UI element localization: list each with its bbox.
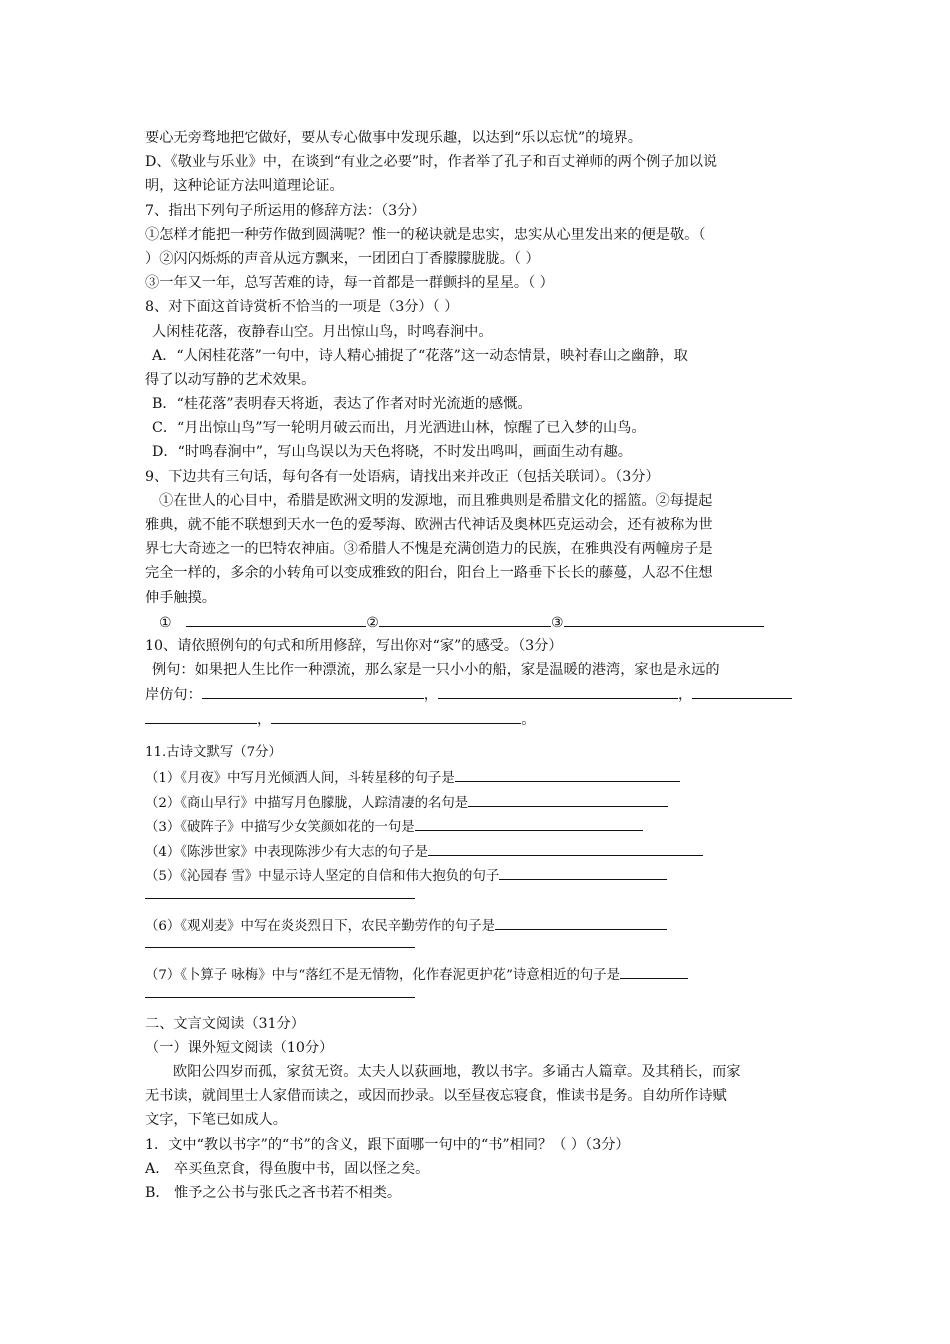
paragraph-line: 完全一样的，多余的小转角可以变成雅致的阳台，阳台上一路垂下长长的藤蔓，人忍不住想 [145, 565, 713, 582]
recite-prompt: （7）《卜算子 咏梅》中与“落红不是无情物，化作春泥更护花”诗意相近的句子是 [145, 968, 621, 984]
option-a: A．“人闲桂花落”一句中，诗人精心捕捉了“花落”这一动态情景，映衬春山之幽静，取 [152, 347, 688, 364]
comma: ， [257, 711, 272, 728]
section-2-heading: 二、文言文阅读（31分） [145, 1015, 305, 1032]
answer-blank[interactable] [620, 962, 688, 979]
classical-question-1: 1．文中“教以书字”的“书”的含义，跟下面哪一句中的“书”相同？（ ）（3分） [145, 1136, 630, 1153]
answer-blank-1[interactable] [186, 610, 366, 627]
answer-blank[interactable] [455, 765, 680, 782]
passage-line: 无书读，就闾里士人家借而读之，或因而抄录。以至昼夜忘寝食，惟读书是务。自幼所作诗赋 [145, 1088, 727, 1105]
period: 。 [521, 711, 536, 728]
recite-item [145, 814, 807, 839]
option-b: B．“桂花落”表明春天将逝，表达了作者对时光流逝的感慨。 [152, 396, 532, 413]
paragraph-line: 雅典，就不能不联想到天水一色的爱琴海、欧洲古代神话及奥林匹克运动会，还有被称为世 [145, 517, 713, 533]
question-9-heading: 9、下边共有三句话，每句各有一处语病，请找出来并改正（包括关联词）。（3分） [145, 468, 660, 485]
answer-blank[interactable] [438, 682, 678, 699]
recite-prompt: （4）《陈涉世家》中表现陈涉少有大志的句子是 [145, 844, 429, 860]
recite-item [145, 863, 807, 888]
marker: ① [159, 614, 172, 631]
question-7-heading: 7、指出下列句子所运用的修辞方法：（3分） [145, 202, 426, 219]
question-7-item: ①怎样才能把一种劳作做到圆满呢？惟一的秘诀就是忠实，忠实从心里发出来的便是敬。（ [145, 226, 706, 243]
recite-prompt: （5）《沁园春 雪》中显示诗人坚定的自信和伟大抱负的句子 [145, 869, 500, 885]
option-d: D．“时鸣春涧中”，写山鸟误以为天色将晓，不时发出鸣叫，画面生动有趣。 [152, 444, 632, 461]
passage-line: 文字，下笔已如成人。 [145, 1112, 287, 1129]
document-page [145, 126, 807, 1205]
text-line: 要心无旁骛地把它做好，要从专心做事中发现乐趣，以达到“乐以忘忧”的境界。 [145, 130, 642, 146]
option-b: B． 惟予之公书与张氏之吝书若不相类。 [145, 1185, 402, 1201]
recite-item [145, 962, 807, 987]
question-7-item: ）②闪闪烁烁的声音从远方飘来，一团团白丁香朦朦胧胧。（ ） [145, 250, 540, 267]
question-8-heading: 8、对下面这首诗赏析不恰当的一项是（3分）（ ） [145, 299, 459, 316]
marker: ③ [550, 614, 564, 631]
answer-row [145, 682, 807, 706]
answer-rule[interactable] [145, 888, 415, 899]
recite-item [145, 765, 807, 790]
answer-blank[interactable] [692, 682, 792, 699]
passage-line: 欧阳公四岁而孤，家贫无资。太夫人以荻画地，教以书字。多诵古人篇章。及其稍长，而家 [173, 1064, 741, 1081]
recite-prompt: （2）《商山早行》中描写月色朦胧，人踪清凄的名句是 [145, 795, 469, 811]
option-a-cont: 得了以动写静的艺术效果。 [145, 371, 316, 388]
subsection-heading: （一）课外短文阅读（10分） [145, 1039, 334, 1056]
answer-blank-3[interactable] [564, 610, 764, 627]
question-11-heading: 11.古诗文默写（7分） [145, 744, 282, 760]
text-line: D、《敬业与乐业》中，在谈到“有业之必要”时，作者举了孔子和百丈禅师的两个例子加以说 [145, 154, 718, 171]
recite-item [145, 790, 807, 815]
answer-blank[interactable] [202, 682, 424, 699]
paragraph-line: 伸手触摸。 [145, 589, 216, 606]
answer-label: 岸仿句： [145, 687, 202, 704]
question-7-item: ③一年又一年，总写苦难的诗，每一首都是一群颤抖的星星。（ ） [145, 275, 554, 292]
comma: ， [677, 687, 693, 704]
paragraph-line: ①在世人的心目中，希腊是欧洲文明的发源地，而且雅典则是希腊文化的摇篮。②每提起 [159, 492, 713, 509]
recite-item [145, 913, 807, 938]
recite-prompt: （1）《月夜》中写月光倾洒人间，斗转星移的句子是 [145, 771, 455, 787]
marker: ② [366, 614, 379, 631]
poem-line: 人闲桂花落，夜静春山空。月出惊山鸟，时鸣春涧中。 [152, 323, 493, 340]
example-sentence: 例句：如果把人生比作一种漂流，那么家是一只小小的船，家是温暖的港湾，家也是永远的 [152, 662, 720, 679]
answer-row [145, 610, 807, 634]
answer-blank[interactable] [468, 790, 668, 807]
answer-blank[interactable] [495, 913, 667, 930]
answer-blank[interactable] [145, 707, 257, 724]
answer-blank[interactable] [415, 814, 643, 831]
answer-rule[interactable] [145, 987, 415, 998]
recite-prompt: （6）《观刈麦》中写在炎炎烈日下，农民辛勤劳作的句子是 [145, 918, 495, 934]
answer-blank[interactable] [499, 863, 667, 880]
answer-blank[interactable] [271, 707, 521, 724]
option-c: C．“月出惊山鸟”写一轮明月破云而出，月光洒进山林，惊醒了已入梦的山鸟。 [152, 420, 646, 437]
answer-row [145, 707, 807, 731]
recite-prompt: （3）《破阵子》中描写少女笑颜如花的一句是 [145, 820, 415, 836]
text-line: 明，这种论证方法叫道理论证。 [145, 178, 344, 195]
option-a: A． 卒买鱼烹食，得鱼腹中书，固以怪之矣。 [145, 1160, 430, 1177]
answer-rule[interactable] [145, 937, 415, 948]
comma: ， [423, 687, 438, 704]
recite-item [145, 839, 807, 864]
question-10-heading: 10、请依照例句的句式和所用修辞，写出你对“家”的感受。（3分） [145, 637, 563, 654]
answer-blank-2[interactable] [379, 610, 551, 627]
answer-blank[interactable] [428, 839, 703, 856]
paragraph-line: 界七大奇迹之一的巴特农神庙。③希腊人不愧是充满创造力的民族，在雅典没有两幢房子是 [145, 541, 713, 558]
